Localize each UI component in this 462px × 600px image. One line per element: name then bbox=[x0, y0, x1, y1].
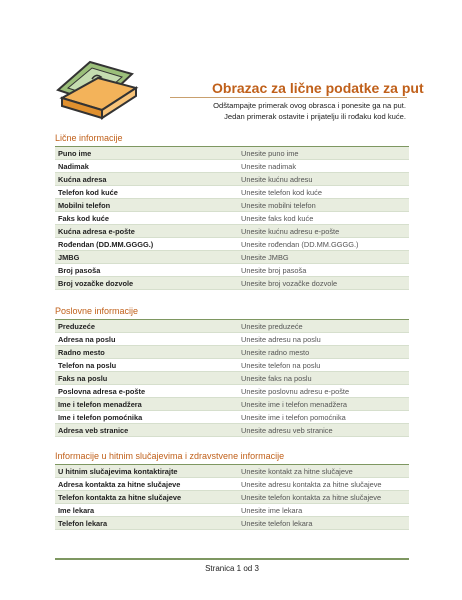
section-emergency-health-info bbox=[55, 451, 409, 530]
form-row bbox=[55, 160, 409, 173]
field-input[interactable]: Unesite telefon lekara bbox=[241, 519, 313, 528]
form-row bbox=[55, 225, 409, 238]
field-label: Faks kod kuće bbox=[58, 214, 109, 223]
field-input[interactable]: Unesite rođendan (DD.MM.GGGG.) bbox=[241, 240, 359, 249]
form-row bbox=[55, 411, 409, 424]
form-row bbox=[55, 251, 409, 264]
field-input[interactable]: Unesite poslovnu adresu e-pošte bbox=[241, 387, 350, 396]
field-label: Preduzeće bbox=[58, 322, 95, 331]
field-input[interactable]: Unesite telefon na poslu bbox=[241, 361, 321, 370]
field-input[interactable]: Unesite ime lekara bbox=[241, 506, 303, 515]
form-row bbox=[55, 147, 409, 160]
field-input[interactable]: Unesite adresu veb stranice bbox=[241, 426, 333, 435]
field-input[interactable]: Unesite ime i telefon menadžera bbox=[241, 400, 347, 409]
field-input[interactable]: Unesite kućnu adresu e-pošte bbox=[241, 227, 340, 236]
field-label: Adresa veb stranice bbox=[58, 426, 129, 435]
form-row bbox=[55, 212, 409, 225]
field-label: Puno ime bbox=[58, 149, 92, 158]
page-title: Obrazac za lične podatke za put bbox=[212, 80, 424, 96]
field-label: Poslovna adresa e-pošte bbox=[58, 387, 146, 396]
field-label: Kućna adresa bbox=[58, 175, 107, 184]
section-title: Lične informacije bbox=[55, 133, 123, 143]
form-row bbox=[55, 465, 409, 478]
page-footer bbox=[55, 558, 409, 573]
section-personal-info bbox=[55, 133, 409, 290]
intro-line-1: Odštampajte primerak ovog obrasca i ponesite ga na put. bbox=[213, 101, 406, 110]
form-row bbox=[55, 517, 409, 530]
field-input[interactable]: Unesite broj pasoša bbox=[241, 266, 307, 275]
field-input[interactable]: Unesite telefon kod kuće bbox=[241, 188, 322, 197]
form-row bbox=[55, 173, 409, 186]
field-label: Adresa kontakta za hitne slučajeve bbox=[58, 480, 181, 489]
field-label: Telefon kod kuće bbox=[58, 188, 118, 197]
field-label: U hitnim slučajevima kontaktirajte bbox=[58, 467, 178, 476]
field-label: Rođendan (DD.MM.GGGG.) bbox=[58, 240, 154, 249]
field-label: Ime i telefon menadžera bbox=[58, 400, 142, 409]
field-label: Telefon lekara bbox=[58, 519, 108, 528]
field-input[interactable]: Unesite puno ime bbox=[241, 149, 299, 158]
field-input[interactable]: Unesite broj vozačke dozvole bbox=[241, 279, 338, 288]
form-row bbox=[55, 186, 409, 199]
field-input[interactable]: Unesite faks kod kuće bbox=[241, 214, 314, 223]
form-row bbox=[55, 277, 409, 290]
form-row bbox=[55, 320, 409, 333]
form-row bbox=[55, 504, 409, 517]
form-row bbox=[55, 372, 409, 385]
form-row bbox=[55, 199, 409, 212]
form-row bbox=[55, 238, 409, 251]
field-label: Faks na poslu bbox=[58, 374, 108, 383]
field-label: Ime i telefon pomoćnika bbox=[58, 413, 143, 422]
field-label: Ime lekara bbox=[58, 506, 95, 515]
page-number: Stranica 1 od 3 bbox=[205, 564, 259, 573]
intro-line-2: Jedan primerak ostavite i prijatelju ili rođaku kod kuće. bbox=[224, 112, 406, 121]
form-row bbox=[55, 424, 409, 437]
field-label: Broj pasoša bbox=[58, 266, 101, 275]
field-label: Adresa na poslu bbox=[58, 335, 116, 344]
title-divider bbox=[170, 97, 407, 98]
section-title: Poslovne informacije bbox=[55, 306, 139, 316]
field-label: Broj vozačke dozvole bbox=[58, 279, 134, 288]
field-input[interactable]: Unesite nadimak bbox=[241, 162, 297, 171]
field-input[interactable]: Unesite ime i telefon pomoćnika bbox=[241, 413, 346, 422]
section-business-info bbox=[55, 306, 409, 437]
field-input[interactable]: Unesite kućnu adresu bbox=[241, 175, 313, 184]
field-label: Mobilni telefon bbox=[58, 201, 111, 210]
form-row bbox=[55, 346, 409, 359]
field-label: Nadimak bbox=[58, 162, 89, 171]
field-label: Kućna adresa e-pošte bbox=[58, 227, 135, 236]
intro-text bbox=[213, 100, 406, 122]
form-table bbox=[55, 319, 409, 437]
form-row bbox=[55, 359, 409, 372]
wallet-with-cash-icon bbox=[52, 52, 140, 122]
form-table bbox=[55, 146, 409, 290]
section-title: Informacije u hitnim slučajevima i zdravstvene informacije bbox=[55, 451, 285, 461]
form-row bbox=[55, 264, 409, 277]
form-table bbox=[55, 464, 409, 530]
field-input[interactable]: Unesite kontakt za hitne slučajeve bbox=[241, 467, 353, 476]
field-label: Telefon kontakta za hitne slučajeve bbox=[58, 493, 182, 502]
field-input[interactable]: Unesite adresu kontakta za hitne slučajeve bbox=[241, 480, 382, 489]
field-input[interactable]: Unesite radno mesto bbox=[241, 348, 310, 357]
field-input[interactable]: Unesite JMBG bbox=[241, 253, 289, 262]
field-input[interactable]: Unesite mobilni telefon bbox=[241, 201, 316, 210]
form-row bbox=[55, 478, 409, 491]
field-input[interactable]: Unesite adresu na poslu bbox=[241, 335, 321, 344]
form-row bbox=[55, 385, 409, 398]
field-input[interactable]: Unesite preduzeće bbox=[241, 322, 303, 331]
field-input[interactable]: Unesite faks na poslu bbox=[241, 374, 312, 383]
field-label: Radno mesto bbox=[58, 348, 105, 357]
form-row bbox=[55, 333, 409, 346]
form-row bbox=[55, 398, 409, 411]
field-input[interactable]: Unesite telefon kontakta za hitne slučajeve bbox=[241, 493, 382, 502]
form-row bbox=[55, 491, 409, 504]
field-label: JMBG bbox=[58, 253, 80, 262]
field-label: Telefon na poslu bbox=[58, 361, 117, 370]
